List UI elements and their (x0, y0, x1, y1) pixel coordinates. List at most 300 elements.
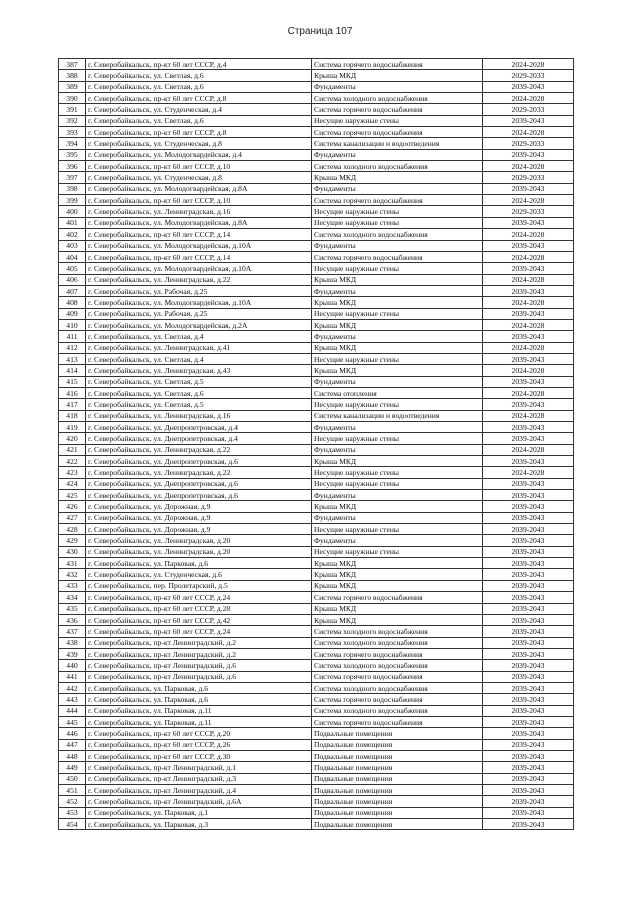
row-address: г. Северобайкальск, ул. Ленинградская, д.16 (86, 410, 312, 421)
row-system: Фундаменты (312, 285, 483, 296)
row-address: г. Северобайкальск, ул. Молодогвардейская, д.10А (86, 297, 312, 308)
row-system: Крыша МКД (312, 319, 483, 330)
row-system: Система холодного водоснабжения (312, 93, 483, 104)
row-system: Несущие наружные стены (312, 524, 483, 535)
row-system: Фундаменты (312, 512, 483, 523)
row-period: 2024-2028 (483, 161, 574, 172)
row-address: г. Северобайкальск, ул. Парковая, д.6 (86, 682, 312, 693)
table-row (59, 353, 574, 364)
row-system: Подвальные помещения (312, 819, 483, 830)
row-address: г. Северобайкальск, ул. Молодогвардейская, д.8А (86, 183, 312, 194)
row-period: 2024-2028 (483, 59, 574, 70)
table-row (59, 456, 574, 467)
table-row (59, 127, 574, 138)
row-system: Подвальные помещения (312, 750, 483, 761)
row-system: Фундаменты (312, 331, 483, 342)
row-period: 2024-2028 (483, 444, 574, 455)
row-period: 2039-2043 (483, 716, 574, 727)
row-system: Система холодного водоснабжения (312, 705, 483, 716)
row-period: 2039-2043 (483, 399, 574, 410)
table-row (59, 331, 574, 342)
table-row (59, 478, 574, 489)
row-number: 416 (59, 387, 86, 398)
table-row (59, 206, 574, 217)
row-address: г. Северобайкальск, пр-кт 60 лет СССР, д.24 (86, 626, 312, 637)
row-system: Подвальные помещения (312, 807, 483, 818)
row-period: 2039-2043 (483, 456, 574, 467)
row-system: Система отопления (312, 387, 483, 398)
row-number: 398 (59, 183, 86, 194)
row-period: 2039-2043 (483, 660, 574, 671)
row-number: 449 (59, 762, 86, 773)
row-address: г. Северобайкальск, ул. Светлая, д.6 (86, 115, 312, 126)
table-row (59, 603, 574, 614)
table-row (59, 444, 574, 455)
row-address: г. Северобайкальск, пер. Пролетарский, д.5 (86, 580, 312, 591)
row-period: 2039-2043 (483, 580, 574, 591)
row-address: г. Северобайкальск, ул. Светлая, д.4 (86, 353, 312, 364)
table-row (59, 217, 574, 228)
row-address: г. Северобайкальск, ул. Рабочая, д.25 (86, 285, 312, 296)
row-address: г. Северобайкальск, пр-кт Ленинградский, д.2 (86, 637, 312, 648)
row-number: 441 (59, 671, 86, 682)
row-period: 2039-2043 (483, 524, 574, 535)
row-period: 2039-2043 (483, 512, 574, 523)
row-system: Несущие наружные стены (312, 433, 483, 444)
row-system: Система канализации и водоотведения (312, 410, 483, 421)
row-period: 2039-2043 (483, 183, 574, 194)
row-period: 2024-2028 (483, 342, 574, 353)
row-number: 428 (59, 524, 86, 535)
row-period: 2024-2028 (483, 251, 574, 262)
row-system: Фундаменты (312, 81, 483, 92)
row-number: 407 (59, 285, 86, 296)
table-row (59, 138, 574, 149)
row-number: 437 (59, 626, 86, 637)
row-system: Система холодного водоснабжения (312, 229, 483, 240)
row-number: 451 (59, 785, 86, 796)
row-address: г. Северобайкальск, пр-кт 60 лет СССР, д.10 (86, 195, 312, 206)
table-row (59, 433, 574, 444)
row-address: г. Северобайкальск, пр-кт Ленинградский, д.6 (86, 671, 312, 682)
row-system: Крыша МКД (312, 501, 483, 512)
row-period: 2024-2028 (483, 274, 574, 285)
row-period: 2039-2043 (483, 490, 574, 501)
row-system: Подвальные помещения (312, 773, 483, 784)
row-system: Система горячего водоснабжения (312, 648, 483, 659)
table-row (59, 376, 574, 387)
row-address: г. Северобайкальск, пр-кт 60 лет СССР, д.10 (86, 161, 312, 172)
row-number: 394 (59, 138, 86, 149)
row-system: Система горячего водоснабжения (312, 671, 483, 682)
row-number: 434 (59, 592, 86, 603)
row-number: 403 (59, 240, 86, 251)
row-system: Крыша МКД (312, 297, 483, 308)
row-period: 2024-2028 (483, 93, 574, 104)
row-number: 387 (59, 59, 86, 70)
row-address: г. Северобайкальск, ул. Ленинградская, д.41 (86, 342, 312, 353)
row-system: Крыша МКД (312, 456, 483, 467)
table-row (59, 739, 574, 750)
table-row (59, 705, 574, 716)
row-address: г. Северобайкальск, ул. Дорожная, д.9 (86, 524, 312, 535)
row-number: 425 (59, 490, 86, 501)
row-number: 408 (59, 297, 86, 308)
row-address: г. Северобайкальск, ул. Ленинградская, д.43 (86, 365, 312, 376)
row-system: Система канализации и водоотведения (312, 138, 483, 149)
row-period: 2039-2043 (483, 149, 574, 160)
table-row (59, 195, 574, 206)
table-row (59, 716, 574, 727)
row-number: 397 (59, 172, 86, 183)
row-address: г. Северобайкальск, пр-кт 60 лет СССР, д.28 (86, 603, 312, 614)
table-row (59, 387, 574, 398)
table-row (59, 807, 574, 818)
row-system: Крыша МКД (312, 603, 483, 614)
row-system: Крыша МКД (312, 558, 483, 569)
row-system: Система холодного водоснабжения (312, 660, 483, 671)
row-address: г. Северобайкальск, пр-кт Ленинградский, д.1 (86, 762, 312, 773)
row-address: г. Северобайкальск, пр-кт 60 лет СССР, д.20 (86, 728, 312, 739)
row-address: г. Северобайкальск, пр-кт 60 лет СССР, д.26 (86, 739, 312, 750)
row-number: 415 (59, 376, 86, 387)
table-row (59, 240, 574, 251)
row-number: 414 (59, 365, 86, 376)
row-number: 391 (59, 104, 86, 115)
row-period: 2039-2043 (483, 569, 574, 580)
row-period: 2039-2043 (483, 648, 574, 659)
row-address: г. Северобайкальск, ул. Ленинградская, д.22 (86, 274, 312, 285)
row-period: 2024-2028 (483, 195, 574, 206)
table-row (59, 410, 574, 421)
row-address: г. Северобайкальск, ул. Днепропетровская, д.6 (86, 478, 312, 489)
row-address: г. Северобайкальск, ул. Днепропетровская, д.6 (86, 456, 312, 467)
row-period: 2029-2033 (483, 206, 574, 217)
row-system: Несущие наружные стены (312, 206, 483, 217)
table-row (59, 660, 574, 671)
row-number: 412 (59, 342, 86, 353)
table-row (59, 512, 574, 523)
row-system: Фундаменты (312, 490, 483, 501)
row-number: 388 (59, 70, 86, 81)
row-address: г. Северобайкальск, ул. Парковая, д.6 (86, 694, 312, 705)
table-row (59, 285, 574, 296)
row-address: г. Северобайкальск, ул. Ленинградская, д.20 (86, 535, 312, 546)
table-row (59, 308, 574, 319)
row-number: 390 (59, 93, 86, 104)
row-period: 2039-2043 (483, 263, 574, 274)
row-system: Система холодного водоснабжения (312, 682, 483, 693)
row-number: 413 (59, 353, 86, 364)
row-period: 2039-2043 (483, 353, 574, 364)
row-address: г. Северобайкальск, ул. Студенческая, д.8 (86, 138, 312, 149)
row-number: 448 (59, 750, 86, 761)
row-number: 429 (59, 535, 86, 546)
row-system: Система горячего водоснабжения (312, 104, 483, 115)
row-number: 409 (59, 308, 86, 319)
row-system: Подвальные помещения (312, 796, 483, 807)
row-period: 2039-2043 (483, 422, 574, 433)
row-period: 2024-2028 (483, 127, 574, 138)
row-system: Несущие наружные стены (312, 399, 483, 410)
row-period: 2039-2043 (483, 705, 574, 716)
table-row (59, 558, 574, 569)
row-address: г. Северобайкальск, пр-кт Ленинградский, д.6 (86, 660, 312, 671)
row-number: 404 (59, 251, 86, 262)
row-period: 2039-2043 (483, 637, 574, 648)
table-row (59, 263, 574, 274)
row-system: Несущие наружные стены (312, 115, 483, 126)
table-row (59, 773, 574, 784)
row-address: г. Северобайкальск, пр-кт 60 лет СССР, д.24 (86, 592, 312, 603)
row-system: Несущие наружные стены (312, 263, 483, 274)
row-number: 445 (59, 716, 86, 727)
table-row (59, 750, 574, 761)
row-system: Несущие наружные стены (312, 217, 483, 228)
row-number: 444 (59, 705, 86, 716)
page-title: Страница 107 (287, 26, 353, 37)
row-address: г. Северобайкальск, пр-кт Ленинградский, д.4 (86, 785, 312, 796)
row-number: 450 (59, 773, 86, 784)
row-number: 432 (59, 569, 86, 580)
row-number: 395 (59, 149, 86, 160)
register-table (58, 58, 574, 830)
row-address: г. Северобайкальск, ул. Парковая, д.11 (86, 705, 312, 716)
table-row (59, 569, 574, 580)
row-period: 2039-2043 (483, 285, 574, 296)
table-row (59, 728, 574, 739)
row-system: Система горячего водоснабжения (312, 716, 483, 727)
row-address: г. Северобайкальск, ул. Молодогвардейская, д.8А (86, 217, 312, 228)
row-period: 2039-2043 (483, 81, 574, 92)
row-number: 400 (59, 206, 86, 217)
row-number: 417 (59, 399, 86, 410)
row-period: 2029-2033 (483, 138, 574, 149)
table-row (59, 580, 574, 591)
row-period: 2024-2028 (483, 410, 574, 421)
table-row (59, 535, 574, 546)
row-number: 454 (59, 819, 86, 830)
table-row (59, 637, 574, 648)
row-system: Подвальные помещения (312, 785, 483, 796)
row-address: г. Северобайкальск, пр-кт 60 лет СССР, д.42 (86, 614, 312, 625)
row-system: Крыша МКД (312, 569, 483, 580)
row-address: г. Северобайкальск, ул. Студенческая, д.8 (86, 172, 312, 183)
row-system: Крыша МКД (312, 342, 483, 353)
row-address: г. Северобайкальск, ул. Ленинградская, д.20 (86, 546, 312, 557)
row-system: Фундаменты (312, 444, 483, 455)
table-row (59, 614, 574, 625)
row-period: 2039-2043 (483, 115, 574, 126)
row-period: 2029-2033 (483, 70, 574, 81)
row-number: 399 (59, 195, 86, 206)
row-number: 406 (59, 274, 86, 285)
row-period: 2029-2033 (483, 172, 574, 183)
row-address: г. Северобайкальск, пр-кт Ленинградский, д.3 (86, 773, 312, 784)
row-address: г. Северобайкальск, ул. Молодогвардейская, д.10А (86, 240, 312, 251)
row-number: 435 (59, 603, 86, 614)
row-number: 422 (59, 456, 86, 467)
row-period: 2024-2028 (483, 229, 574, 240)
row-address: г. Северобайкальск, пр-кт 60 лет СССР, д.4 (86, 59, 312, 70)
row-number: 423 (59, 467, 86, 478)
table-row (59, 694, 574, 705)
row-number: 430 (59, 546, 86, 557)
row-period: 2039-2043 (483, 558, 574, 569)
row-address: г. Северобайкальск, ул. Парковая, д.6 (86, 558, 312, 569)
row-period: 2039-2043 (483, 773, 574, 784)
table-row (59, 59, 574, 70)
row-system: Крыша МКД (312, 614, 483, 625)
row-number: 427 (59, 512, 86, 523)
row-number: 431 (59, 558, 86, 569)
row-system: Подвальные помещения (312, 739, 483, 750)
row-number: 420 (59, 433, 86, 444)
row-number: 443 (59, 694, 86, 705)
table-row (59, 490, 574, 501)
row-address: г. Северобайкальск, ул. Дорожная, д.9 (86, 512, 312, 523)
row-system: Несущие наружные стены (312, 467, 483, 478)
table-row (59, 183, 574, 194)
row-system: Крыша МКД (312, 274, 483, 285)
row-period: 2024-2028 (483, 467, 574, 478)
table-row (59, 70, 574, 81)
row-system: Несущие наружные стены (312, 353, 483, 364)
table-row (59, 819, 574, 830)
table-row (59, 81, 574, 92)
row-period: 2039-2043 (483, 376, 574, 387)
row-address: г. Северобайкальск, ул. Рабочая, д.25 (86, 308, 312, 319)
row-period: 2024-2028 (483, 365, 574, 376)
row-system: Крыша МКД (312, 580, 483, 591)
table-row (59, 671, 574, 682)
row-address: г. Северобайкальск, ул. Днепропетровская, д.6 (86, 490, 312, 501)
row-number: 393 (59, 127, 86, 138)
row-period: 2039-2043 (483, 603, 574, 614)
row-period: 2039-2043 (483, 694, 574, 705)
table-row (59, 648, 574, 659)
row-number: 433 (59, 580, 86, 591)
row-address: г. Северобайкальск, ул. Парковая, д.3 (86, 819, 312, 830)
row-address: г. Северобайкальск, ул. Дорожная, д.9 (86, 501, 312, 512)
row-address: г. Северобайкальск, пр-кт Ленинградский, д.2 (86, 648, 312, 659)
row-number: 401 (59, 217, 86, 228)
row-period: 2039-2043 (483, 217, 574, 228)
row-system: Несущие наружные стены (312, 478, 483, 489)
row-address: г. Северобайкальск, ул. Студенческая, д.4 (86, 104, 312, 115)
table-row (59, 501, 574, 512)
row-system: Крыша МКД (312, 172, 483, 183)
row-period: 2039-2043 (483, 796, 574, 807)
row-address: г. Северобайкальск, ул. Светлая, д.6 (86, 387, 312, 398)
row-number: 442 (59, 682, 86, 693)
row-number: 410 (59, 319, 86, 330)
row-system: Крыша МКД (312, 365, 483, 376)
row-number: 402 (59, 229, 86, 240)
row-address: г. Северобайкальск, пр-кт 60 лет СССР, д.8 (86, 93, 312, 104)
row-address: г. Северобайкальск, ул. Днепропетровская, д.4 (86, 422, 312, 433)
row-number: 392 (59, 115, 86, 126)
row-number: 426 (59, 501, 86, 512)
row-address: г. Северобайкальск, ул. Светлая, д.5 (86, 376, 312, 387)
row-period: 2039-2043 (483, 750, 574, 761)
row-period: 2039-2043 (483, 682, 574, 693)
row-number: 452 (59, 796, 86, 807)
row-system: Фундаменты (312, 535, 483, 546)
row-system: Несущие наружные стены (312, 546, 483, 557)
row-address: г. Северобайкальск, ул. Днепропетровская, д.4 (86, 433, 312, 444)
table-row (59, 115, 574, 126)
row-system: Фундаменты (312, 183, 483, 194)
row-number: 446 (59, 728, 86, 739)
row-period: 2024-2028 (483, 387, 574, 398)
row-system: Система горячего водоснабжения (312, 59, 483, 70)
row-address: г. Северобайкальск, ул. Ленинградская, д.22 (86, 444, 312, 455)
row-address: г. Северобайкальск, ул. Светлая, д.6 (86, 70, 312, 81)
row-system: Фундаменты (312, 422, 483, 433)
table-row (59, 546, 574, 557)
row-system: Система горячего водоснабжения (312, 195, 483, 206)
row-address: г. Северобайкальск, ул. Светлая, д.4 (86, 331, 312, 342)
row-period: 2039-2043 (483, 614, 574, 625)
row-address: г. Северобайкальск, ул. Ленинградская, д.22 (86, 467, 312, 478)
table-row (59, 626, 574, 637)
row-period: 2039-2043 (483, 671, 574, 682)
row-period: 2039-2043 (483, 546, 574, 557)
table-row (59, 762, 574, 773)
table-row (59, 229, 574, 240)
row-period: 2039-2043 (483, 785, 574, 796)
row-period: 2039-2043 (483, 478, 574, 489)
table-row (59, 93, 574, 104)
table-row (59, 319, 574, 330)
table-row (59, 297, 574, 308)
row-number: 411 (59, 331, 86, 342)
row-number: 440 (59, 660, 86, 671)
row-period: 2039-2043 (483, 807, 574, 818)
row-number: 439 (59, 648, 86, 659)
table-row (59, 104, 574, 115)
row-period: 2039-2043 (483, 501, 574, 512)
row-system: Система холодного водоснабжения (312, 626, 483, 637)
row-system: Подвальные помещения (312, 728, 483, 739)
row-number: 424 (59, 478, 86, 489)
row-system: Система горячего водоснабжения (312, 127, 483, 138)
row-period: 2039-2043 (483, 762, 574, 773)
table-row (59, 172, 574, 183)
row-number: 436 (59, 614, 86, 625)
row-period: 2024-2028 (483, 297, 574, 308)
row-address: г. Северобайкальск, пр-кт 60 лет СССР, д.14 (86, 251, 312, 262)
row-number: 405 (59, 263, 86, 274)
table-row (59, 274, 574, 285)
row-period: 2039-2043 (483, 819, 574, 830)
row-number: 396 (59, 161, 86, 172)
table-row (59, 796, 574, 807)
table-row (59, 467, 574, 478)
row-system: Фундаменты (312, 376, 483, 387)
row-system: Система горячего водоснабжения (312, 592, 483, 603)
table-row (59, 365, 574, 376)
row-period: 2029-2033 (483, 104, 574, 115)
table-row (59, 524, 574, 535)
row-number: 447 (59, 739, 86, 750)
table-row (59, 149, 574, 160)
row-period: 2024-2028 (483, 319, 574, 330)
row-system: Система горячего водоснабжения (312, 251, 483, 262)
row-address: г. Северобайкальск, пр-кт 60 лет СССР, д.30 (86, 750, 312, 761)
row-period: 2039-2043 (483, 626, 574, 637)
